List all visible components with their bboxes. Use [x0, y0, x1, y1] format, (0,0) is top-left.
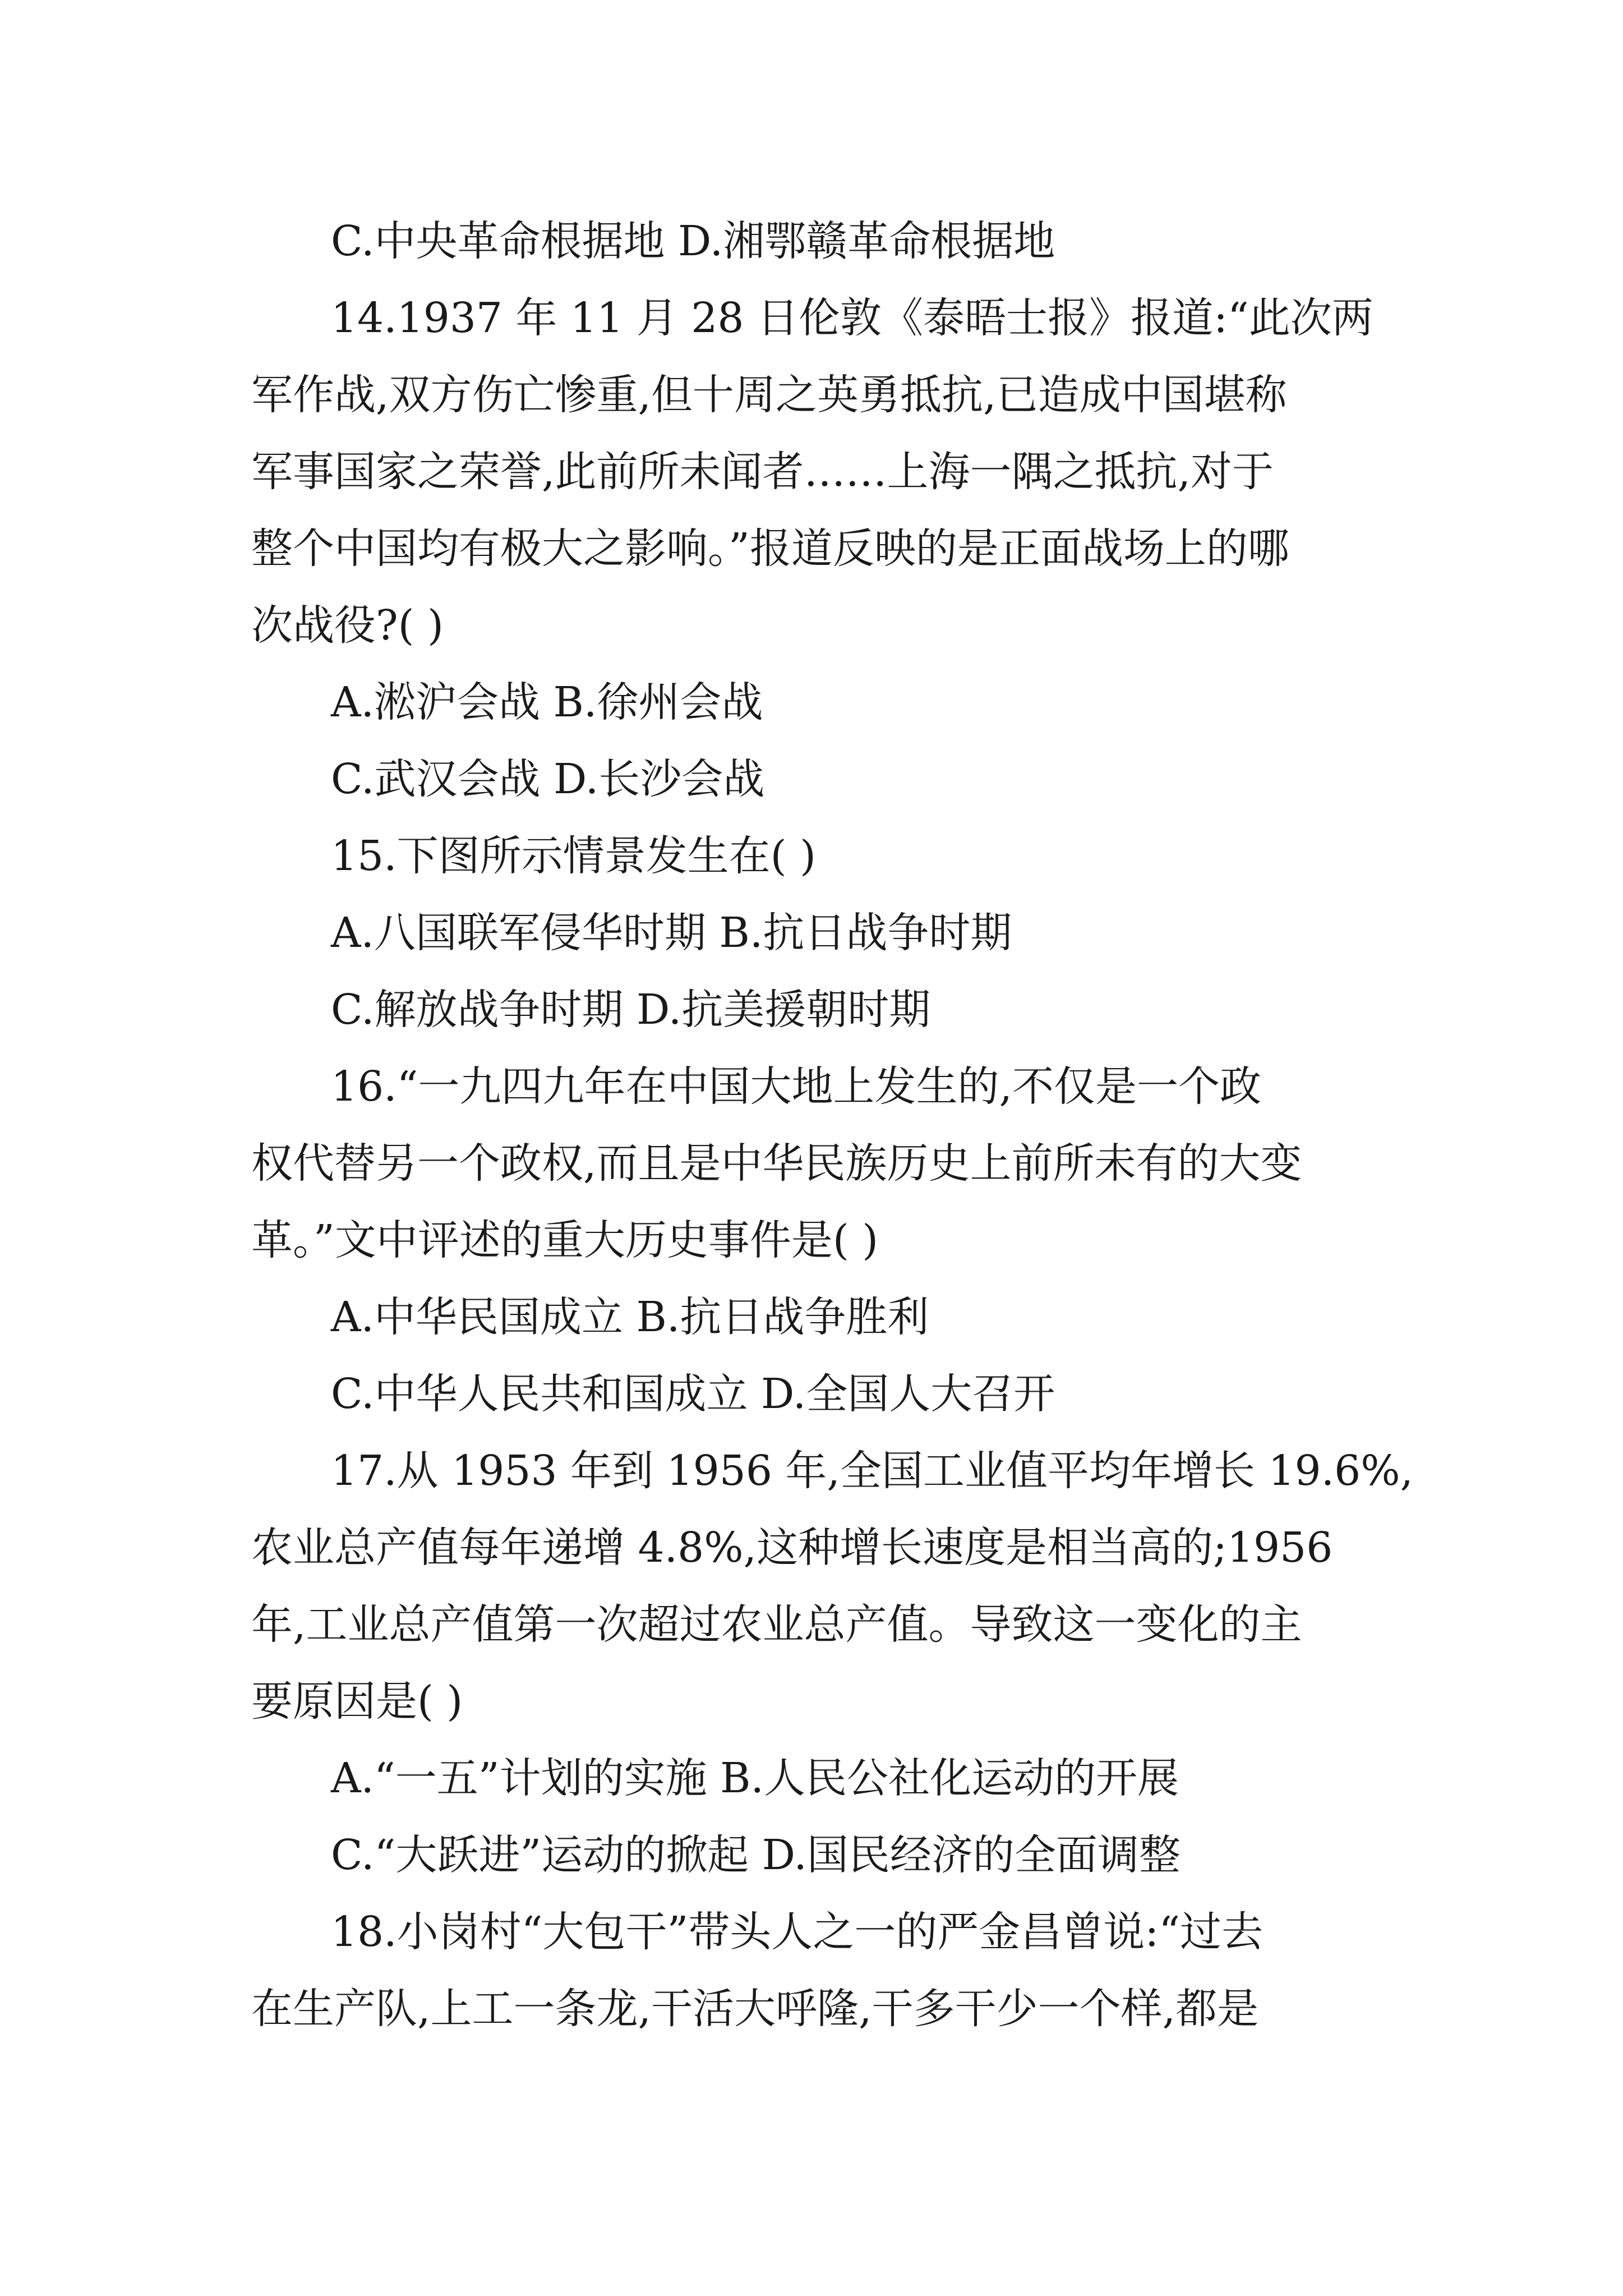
q17-stem-line-4: 要原因是( ) [251, 1677, 463, 1726]
q17-stem-line-1: 17.从 1953 年到 1956 年,全国工业值平均年增长 19.6%, [331, 1447, 1414, 1495]
q14-stem-line-2: 军作战,双方伤亡惨重,但十周之英勇抵抗,已造成中国堪称 [251, 371, 1287, 419]
q14-stem-line-1: 14.1937 年 11 月 28 日伦敦《泰晤士报》报道:“此次两 [331, 294, 1373, 342]
q14-stem-line-3: 军事国家之荣誉,此前所未闻者……上海一隅之抵抗,对于 [251, 448, 1274, 496]
q13-options-cd: C.中央革命根据地 D.湘鄂赣革命根据地 [331, 217, 1055, 265]
q17-options-ab: A.“一五”计划的实施 B.人民公社化运动的开展 [331, 1754, 1179, 1802]
q17-stem-line-3: 年,工业总产值第一次超过农业总产值。导致这一变化的主 [251, 1600, 1302, 1649]
q14-options-ab: A.淞沪会战 B.徐州会战 [331, 678, 763, 726]
q14-stem-line-5: 次战役?( ) [251, 601, 444, 650]
q16-stem-line-2: 权代替另一个政权,而且是中华民族历史上前所未有的大变 [251, 1139, 1302, 1188]
q16-stem-line-1: 16.“一九四九年在中国大地上发生的,不仅是一个政 [331, 1062, 1262, 1111]
q15-stem: 15.下图所示情景发生在( ) [331, 832, 816, 880]
q16-options-ab: A.中华民国成立 B.抗日战争胜利 [331, 1293, 929, 1341]
q16-stem-line-3: 革。”文中评述的重大历史事件是( ) [251, 1216, 879, 1264]
q14-stem-line-4: 整个中国均有极大之影响。”报道反映的是正面战场上的哪 [251, 524, 1289, 573]
q15-options-ab: A.八国联军侵华时期 B.抗日战争时期 [331, 909, 1012, 957]
q17-stem-line-2: 农业总产值每年递增 4.8%,这种增长速度是相当高的;1956 [251, 1524, 1333, 1572]
q18-stem-line-1: 18.小岗村“大包干”带头人之一的严金昌曾说:“过去 [331, 1908, 1264, 1956]
q18-stem-line-2: 在生产队,上工一条龙,干活大呼隆,干多干少一个样,都是 [251, 1985, 1259, 2033]
q17-options-cd: C.“大跃进”运动的掀起 D.国民经济的全面调整 [331, 1831, 1181, 1879]
q15-options-cd: C.解放战争时期 D.抗美援朝时期 [331, 986, 931, 1034]
q16-options-cd: C.中华人民共和国成立 D.全国人大召开 [331, 1370, 1055, 1418]
q14-options-cd: C.武汉会战 D.长沙会战 [331, 755, 765, 803]
